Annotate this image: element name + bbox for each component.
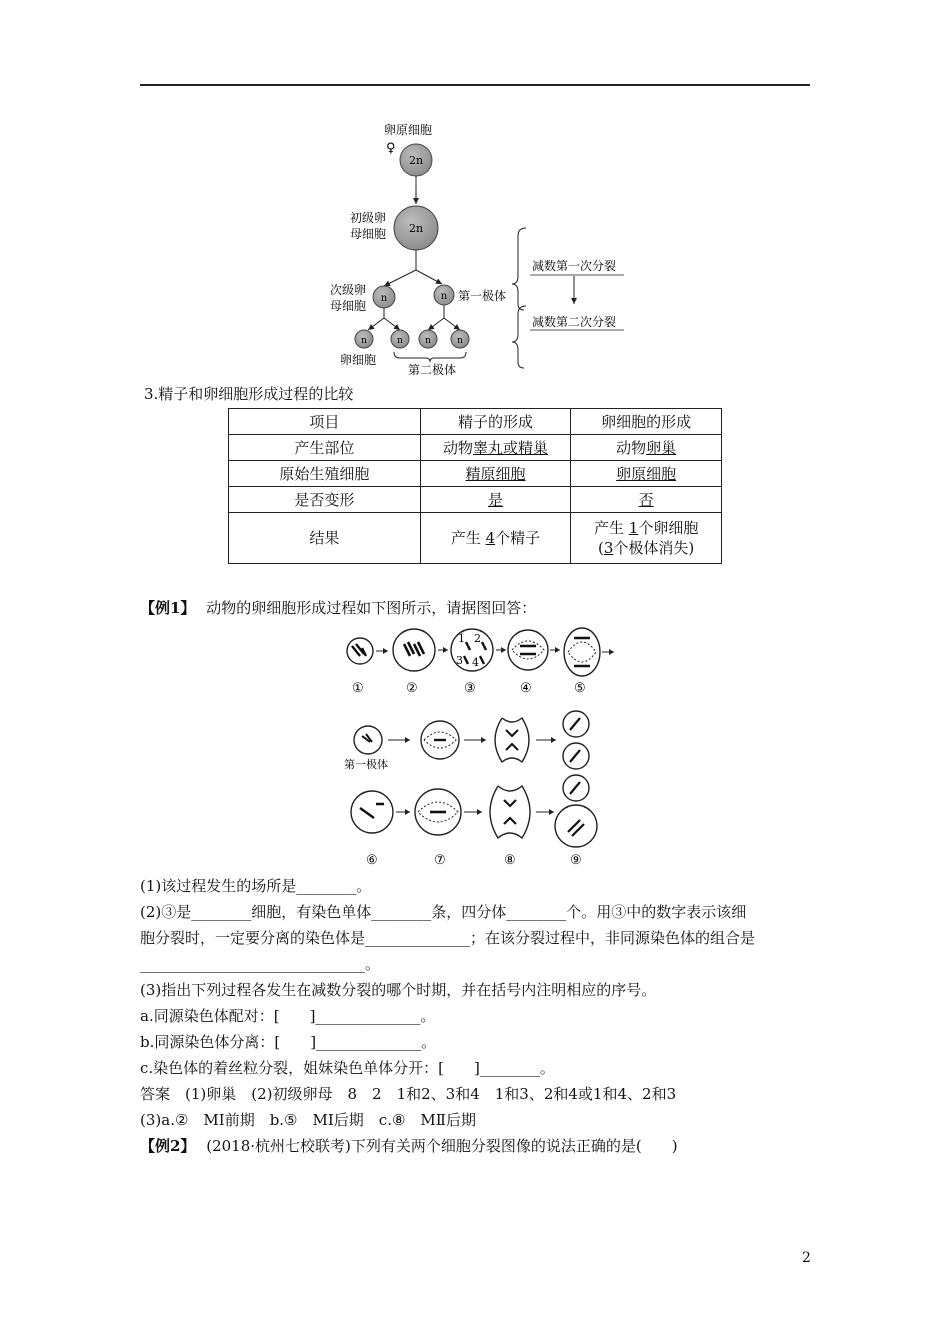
secondary-oocyte-label-1: 次级卵 (330, 283, 367, 297)
answer-line1: 答案 (1)卵巢 (2)初级卵母 8 2 1和2、3和4 1和3、2和4或1和4、2和3 (140, 1085, 677, 1103)
question-3: (3)指出下列过程各发生在减数分裂的哪个时期，并在括号内注明相应的序号。 (140, 981, 657, 999)
cell-text: 个极体消失) (613, 539, 695, 557)
cell-text: 动物 (442, 438, 473, 457)
cell-stage-4 (508, 630, 548, 670)
meiosis-one-brace (512, 228, 526, 310)
question-2-line3: ______________________________。 (140, 955, 381, 973)
arrow-polar2b (428, 318, 444, 330)
cell3-num-4: 4 (472, 656, 479, 669)
underlined-answer: 是 (487, 490, 503, 509)
meiosis-two-label: 减数第二次分裂 (532, 315, 617, 329)
egg-cell-label: 卵细胞 (340, 353, 377, 367)
chromosome-9a (570, 782, 580, 794)
secondary-oocyte-label-2: 母细胞 (330, 299, 367, 313)
sperm-cell (420, 461, 571, 487)
chromosome-pd1 (570, 718, 580, 730)
egg-cell-col (571, 461, 722, 487)
table-row-result (229, 513, 722, 564)
egg-cell-col (571, 487, 722, 513)
sperm-cell (420, 435, 571, 461)
cell3-num-1: 1 (458, 632, 465, 645)
table-header-row (229, 409, 722, 435)
sperm-cell (420, 513, 571, 564)
chromosomes-8 (504, 800, 516, 824)
polar-body-label: 第一极体 (344, 758, 388, 771)
arrow-to-polar1 (416, 270, 442, 284)
oogonium-ploidy: 2n (408, 154, 424, 167)
example1-stem: 动物的卵细胞形成过程如下图所示，请据图回答： (206, 599, 537, 617)
cell-stage-6 (351, 791, 393, 833)
underlined-answer: 1 (628, 519, 639, 537)
stage-number: ② (406, 681, 418, 696)
row-item: 产生部位 (229, 435, 421, 461)
underlined-answer: 4 (485, 529, 496, 547)
stage-number: ⑨ (570, 853, 582, 868)
oogonium-label: 卵原细胞 (384, 123, 433, 137)
cell-stage-1 (347, 638, 373, 664)
underlined-answer: 卵原细胞 (616, 464, 677, 483)
cell-stage-2 (393, 629, 435, 671)
row-item: 原始生殖细胞 (229, 461, 421, 487)
polar-2b-ploidy: n (425, 336, 431, 346)
meiosis-two-brace (512, 306, 526, 368)
second-polar-brace (394, 352, 466, 362)
spindle-4 (512, 641, 544, 659)
underlined-answer: 卵巢 (646, 438, 677, 457)
chromosomes-1 (352, 644, 366, 656)
question-3c: c.染色体的着丝粒分裂，姐妹染色单体分开：[ ]________。 (140, 1059, 555, 1077)
underlined-answer: 否 (638, 490, 654, 509)
header-rule (140, 84, 810, 86)
example2-label: 【例2】 (140, 1137, 196, 1155)
stage-number: ① (352, 681, 364, 696)
chromosomes-polar-ana (506, 730, 518, 750)
question-3b: b.同源染色体分离：[ ]______________。 (140, 1033, 437, 1051)
female-symbol: ♀ (386, 141, 396, 156)
comparison-table (228, 408, 722, 564)
stage-number: ③ (464, 681, 476, 696)
question-3a: a.同源染色体配对：[ ]______________。 (140, 1007, 436, 1025)
table-row (229, 435, 722, 461)
primary-oocyte-ploidy: 2n (408, 222, 424, 235)
polar-2c-ploidy: n (457, 336, 463, 346)
secondary-oocyte-ploidy: n (380, 293, 388, 304)
example2-stem: (2018·杭州七校联考)下列有关两个细胞分裂图像的说法正确的是( ) (206, 1137, 678, 1155)
table-header-cell: 项目 (229, 409, 421, 435)
meiosis-one-label: 减数第一次分裂 (532, 259, 617, 273)
stage-number: ⑥ (366, 853, 378, 868)
table-row (229, 461, 722, 487)
chromosomes-2 (404, 642, 424, 656)
first-polar-body-label: 第一极体 (458, 289, 507, 303)
chromosomes-4 (520, 646, 536, 654)
primary-oocyte-label-1: 初级卵 (350, 211, 387, 225)
meiosis-figure (340, 626, 620, 870)
arrow-polar2c (444, 318, 460, 330)
stage-number: ⑦ (434, 853, 446, 868)
egg-cell-col (571, 513, 722, 564)
first-polar-body-ploidy: n (440, 291, 448, 302)
row-item: 结果 (229, 513, 421, 564)
chromosome-9b (568, 820, 584, 836)
stage-number: ⑧ (504, 853, 516, 868)
stage-number: ⑤ (574, 681, 586, 696)
table-header-cell: 卵细胞的形成 (571, 409, 722, 435)
example1-label: 【例1】 (140, 599, 196, 617)
second-polar-body-label: 第二极体 (408, 363, 457, 377)
question-2-line1: (2)③是________细胞，有染色单体________条，四分体________个。用③中的数字表示该细 (140, 903, 747, 921)
chromosome-pd2 (570, 750, 580, 762)
underlined-answer: 睾丸或精巢 (472, 438, 548, 457)
example1-heading (140, 598, 536, 618)
egg-cell-col (571, 435, 722, 461)
cell3-num-3: 3 (456, 654, 463, 667)
cell3-num-2: 2 (474, 632, 481, 645)
cell-stage-9-large (555, 805, 597, 847)
answer-line2: (3)a.② MⅠ前期 b.⑤ MⅠ后期 c.⑧ MⅡ后期 (140, 1111, 476, 1129)
example2-heading (140, 1136, 678, 1156)
underlined-answer: 3 (603, 539, 614, 557)
arrow-to-secondary (384, 270, 416, 286)
polar-cell-anaphase (495, 718, 529, 762)
cell-stage-8 (490, 786, 530, 838)
cell-text: 产生 (593, 519, 629, 537)
cell-text: 动物 (616, 438, 647, 457)
row-item: 是否变形 (229, 487, 421, 513)
egg-ploidy: n (361, 336, 367, 346)
sperm-cell (420, 487, 571, 513)
table-header-cell: 精子的形成 (420, 409, 571, 435)
table-row (229, 487, 722, 513)
chromosomes-6 (360, 804, 384, 818)
cell-stage-5 (564, 628, 600, 676)
primary-oocyte-label-2: 母细胞 (350, 227, 387, 241)
cell-text: 个精子 (495, 529, 541, 547)
cell-text: 产生 (450, 529, 486, 547)
stage-number: ④ (520, 681, 532, 696)
question-1: (1)该过程发生的场所是________。 (140, 877, 372, 895)
cell-text: 个卵细胞 (638, 519, 699, 537)
arrow-polar2a (384, 318, 400, 330)
cell-text: ( (598, 539, 604, 557)
polar-2a-ploidy: n (397, 336, 403, 346)
underlined-answer: 精原细胞 (465, 464, 526, 483)
oogenesis-diagram (320, 118, 640, 380)
chromosomes-polar (362, 734, 372, 742)
question-2-line2: 胞分裂时，一定要分离的染色体是______________；在该分裂过程中，非同源染色体的组合是 (140, 929, 756, 947)
section-title: 3.精子和卵细胞形成过程的比较 (144, 385, 354, 403)
spindle-5 (568, 642, 596, 662)
arrow-egg (368, 318, 384, 330)
page-number: 2 (802, 1250, 811, 1266)
